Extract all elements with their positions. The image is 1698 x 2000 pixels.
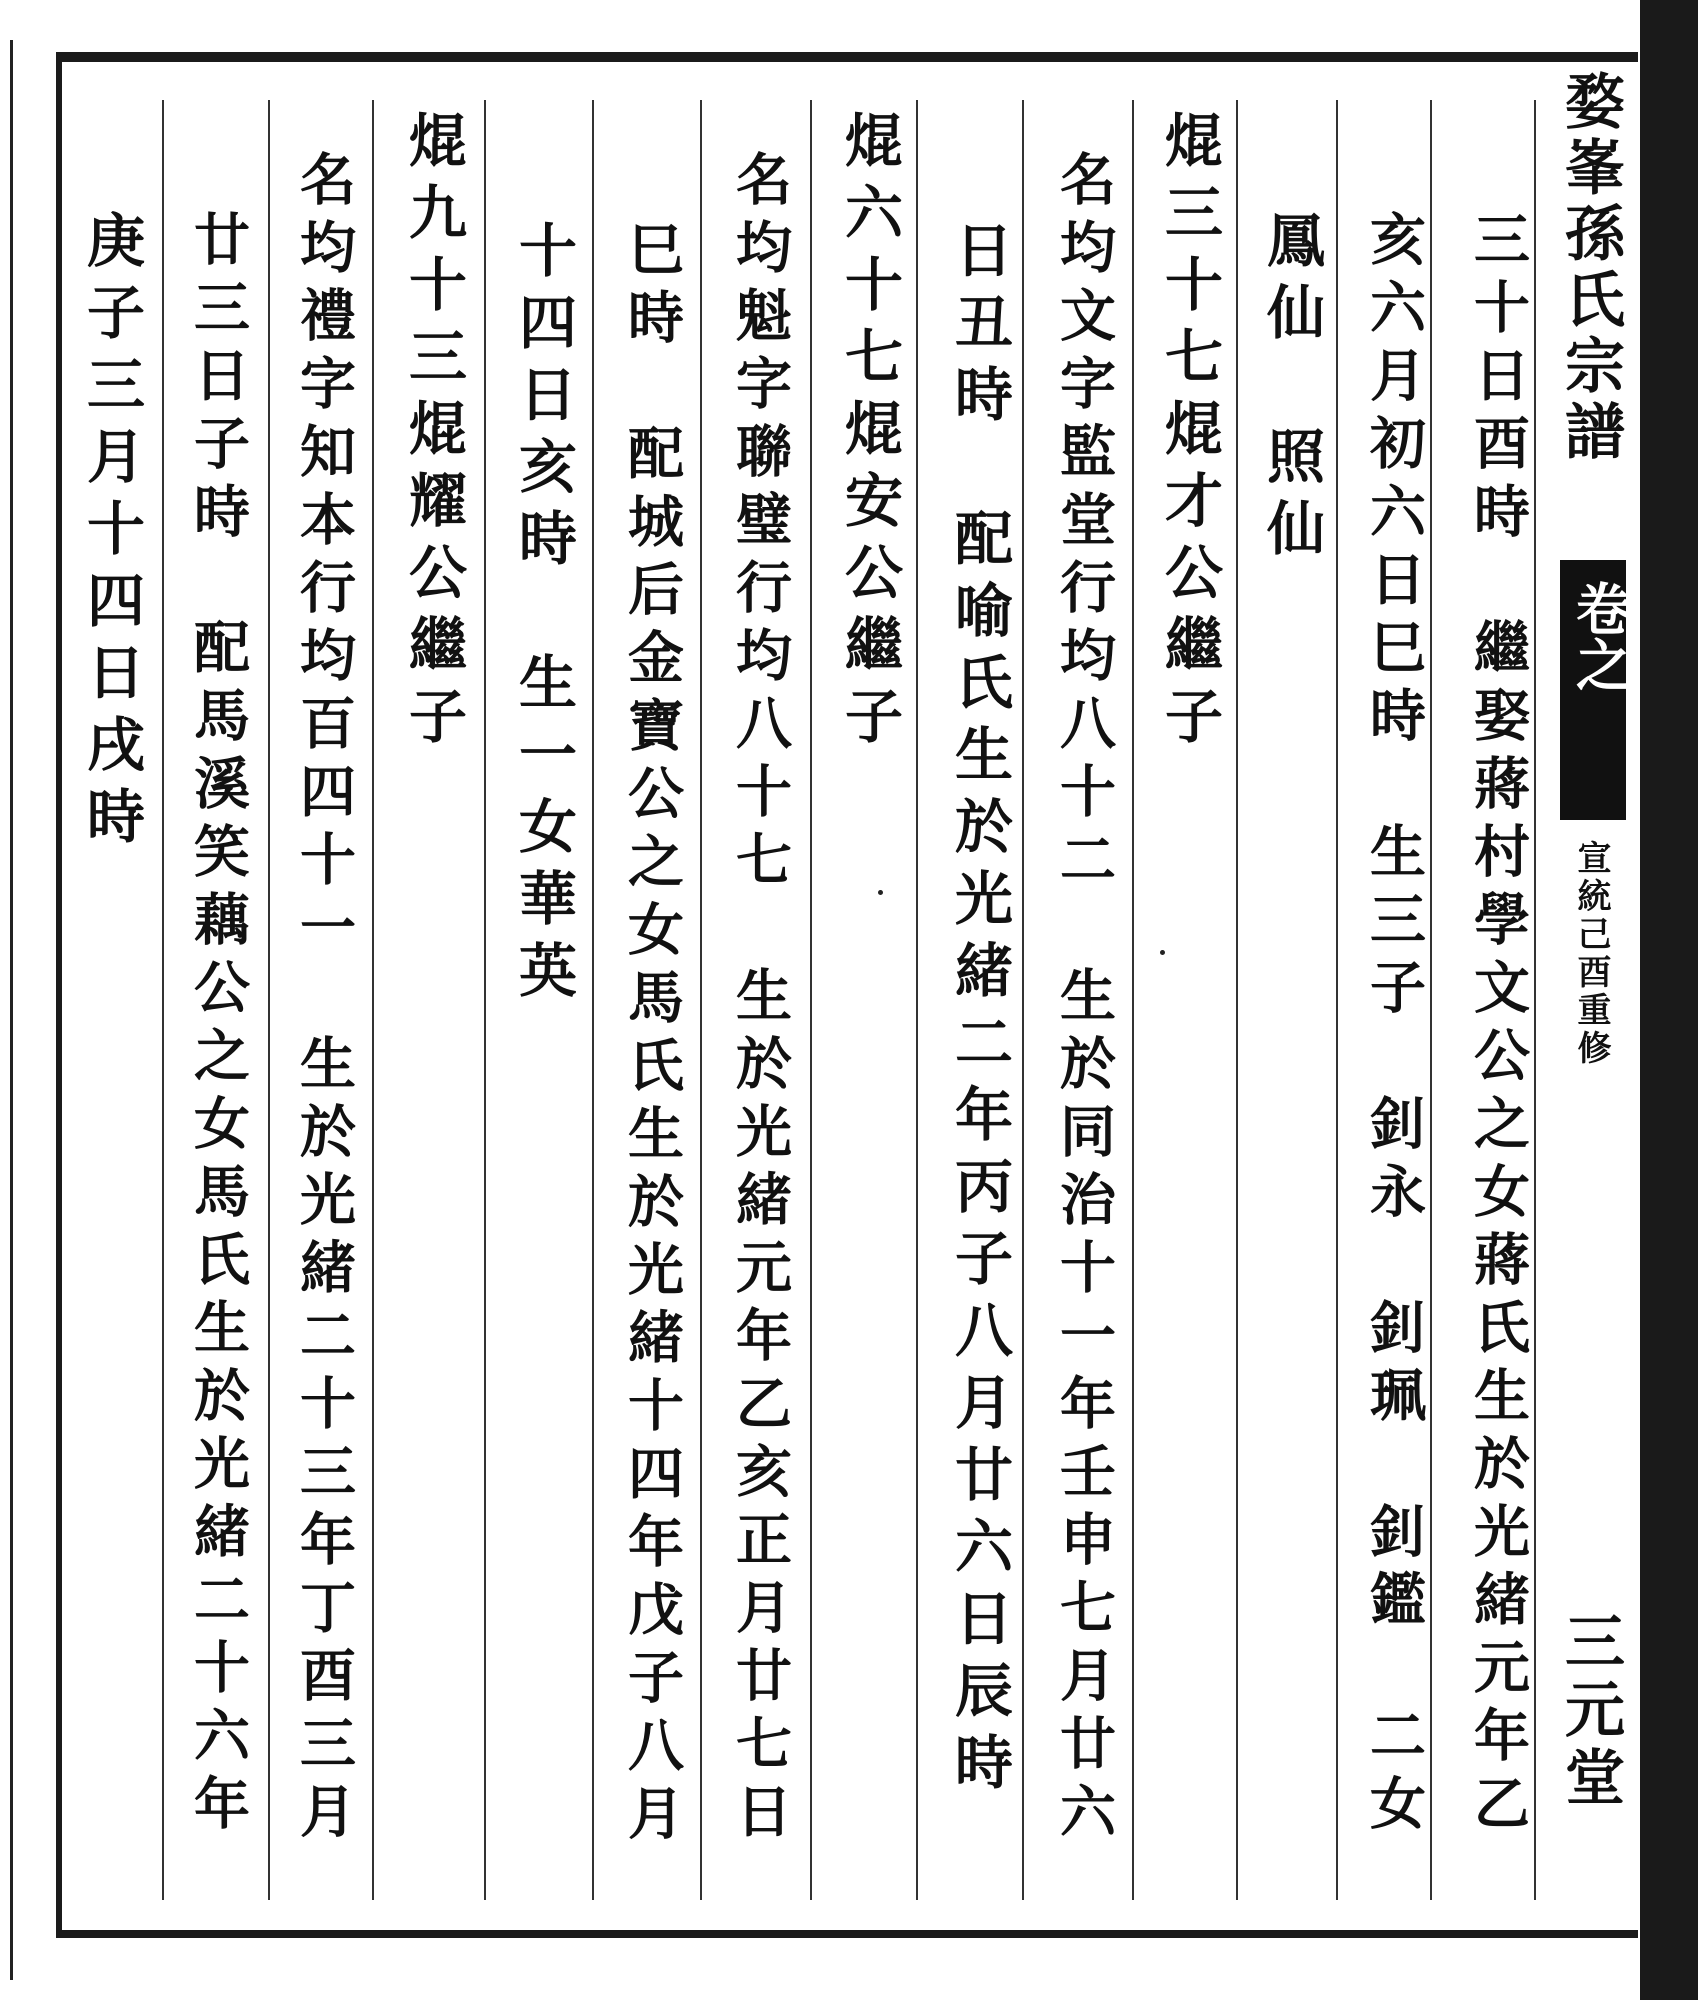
- genealogy-title: 婺峯孫氏宗譜: [1555, 70, 1625, 466]
- column-rule: [484, 100, 486, 1900]
- column-rule: [700, 100, 702, 1900]
- column-rule: [268, 100, 270, 1900]
- volume-text: 卷之: [1567, 580, 1633, 692]
- column-rule: [1022, 100, 1024, 1900]
- text-column-14: 庚子三月十四日戌時: [77, 210, 145, 858]
- scan-left-margin: [0, 0, 52, 2000]
- ink-dot: [1160, 950, 1165, 955]
- text-column-12: 名均禮字知本行均百四十一 生於光緒二十三年丁酉三月: [291, 150, 357, 1850]
- column-rule: [1236, 100, 1238, 1900]
- column-rule: [592, 100, 594, 1900]
- column-rule: [916, 100, 918, 1900]
- text-column-13: 廿三日子時 配馬溪笑藕公之女馬氏生於光緒二十六年: [185, 210, 251, 1842]
- text-column-3: 鳳仙 照仙: [1257, 210, 1325, 570]
- text-column-11: 焜九十三焜耀公繼子: [399, 110, 467, 758]
- text-column-1: 三十日酉時 繼娶蔣村學文公之女蔣氏生於光緒元年乙: [1465, 210, 1531, 1842]
- text-column-9: 巳時 配城后金寶公之女馬氏生於光緒十四年戊子八月: [619, 220, 685, 1852]
- text-column-6: 日丑時 配喻氏生於光緒二年丙子八月廿六日辰時: [945, 220, 1013, 1804]
- text-column-2: 亥六月初六日巳時 生三子 釗永 釗珮 釗鑑 二女: [1361, 210, 1427, 1842]
- text-column-5: 名均文字監堂行均八十二 生於同治十一年壬申七月廿六: [1051, 150, 1117, 1850]
- column-rule: [810, 100, 812, 1900]
- text-column-8: 名均魁字聯璧行均八十七 生於光緒元年乙亥正月廿七日: [727, 150, 793, 1850]
- text-column-7: 焜六十七焜安公繼子: [835, 110, 903, 758]
- column-rule: [1534, 100, 1536, 1900]
- column-rule: [372, 100, 374, 1900]
- text-column-10: 十四日亥時 生一女華英: [509, 220, 577, 1012]
- column-rule: [1430, 100, 1432, 1900]
- binding-line: [10, 40, 13, 1980]
- column-rule: [1336, 100, 1338, 1900]
- column-rule: [1132, 100, 1134, 1900]
- volume-label: [1560, 560, 1633, 820]
- revision-note: 宣統己酉重修: [1571, 840, 1611, 1068]
- scan-right-edge: [1640, 0, 1698, 2000]
- hall-name: 三元堂: [1555, 1610, 1625, 1814]
- column-rule: [162, 100, 164, 1900]
- text-column-4: 焜三十七焜才公繼子: [1155, 110, 1223, 758]
- ink-dot: [878, 890, 883, 895]
